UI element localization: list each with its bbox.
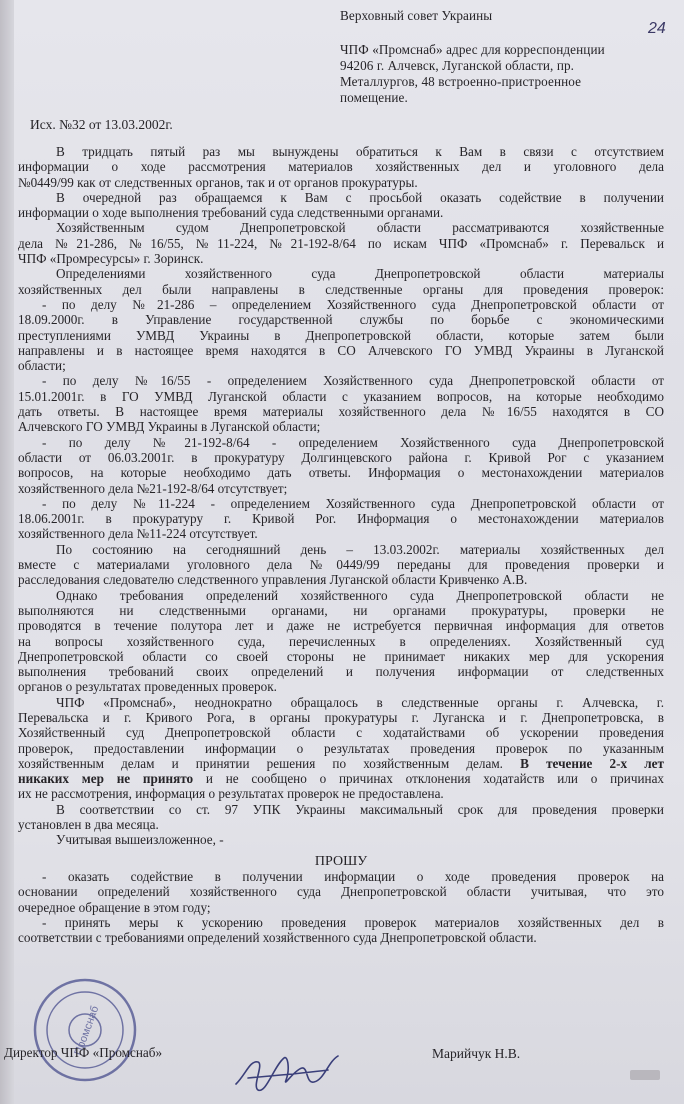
text-line: Днепропетровской области со своей стороны не принимает никаких мер для ускорения [18, 648, 664, 664]
text-line: дать ответы. В настоящее время материалы хозяйственного дела №16/55 находятся в СО [18, 404, 664, 420]
text-line: Определениями хозяйственного суда Днепропетровской области материалы [56, 266, 664, 282]
text-line: По состоянию на сегодняшний день – 13.03.2002г. материалы хозяйственных дел [56, 541, 664, 557]
addressee: Верховный совет Украины [340, 8, 493, 23]
text-line: проводятся в течение полутора лет и даже не истребуется первичная информация для ответов [18, 618, 664, 634]
text-line: информации о ходе рассмотрения материалов хозяйственных дел и уголовного дела [18, 159, 664, 175]
text-line: ЧПФ «Промснаб», неоднократно обращалось в следственные органы г. Алчевска, г. [56, 694, 664, 710]
text-line: - по делу №21-192-8/64 - определением Хозяйственного суда Днепропетровской [42, 434, 664, 450]
text-line: Учитывая вышеизложенное, - [56, 832, 224, 848]
text-line: вопросов, на которые необходимо дать ответы. Информация о местонахождении материалов [18, 465, 664, 481]
letter-body [18, 144, 664, 945]
sender-line-4: помещение. [340, 90, 408, 105]
outgoing-reference: Исх. №32 от 13.03.2002г. [30, 117, 173, 132]
text-line: 18.09.2000г. в Управление государственной службы по борьбе с экономическими [18, 312, 664, 328]
text-line: хозяйственного дела №21-192-8/64 отсутствует; [18, 480, 288, 496]
text-line: области; [18, 358, 66, 374]
text-line: их не рассмотрения, информация о результатах проверок не предоставлена. [18, 786, 444, 802]
text-fragment: и не сообщено о причинах отклонения ходатайств или о причинах [205, 771, 664, 787]
text-line: направлены и в настоящее время находятся в СО Алчевского ГО УМВД Украины в Луганской [18, 342, 664, 358]
director-label: Директор ЧПФ «Промснаб» [4, 1045, 163, 1060]
text-line: выполнения требований своих определений и получения информации от следственных [18, 664, 664, 680]
text-line: ЧПФ «Промресурсы» г. Зоринск. [18, 251, 204, 267]
text-line [18, 771, 664, 786]
page-number: 24 [648, 20, 666, 37]
text-line [18, 756, 664, 771]
bold-phrase: В течение 2-х лет [520, 755, 664, 771]
text-line: - принять меры к ускорению проведения проверок материалов хозяйственных дел в [42, 914, 664, 930]
seal-text: Промснаб [72, 1004, 102, 1058]
text-line: хозяйственного дела №11-224 отсутствует. [18, 526, 258, 542]
request-heading: ПРОШУ [314, 853, 368, 869]
handwritten-signature [228, 1040, 358, 1100]
sender-line-2: 94206 г. Алчевск, Луганской области, пр. [340, 58, 575, 73]
text-line: очередное обращение в этом году; [18, 899, 211, 915]
text-line: - по делу №16/55 - определением Хозяйственного суда Днепропетровской области от [42, 373, 664, 389]
text-line: - оказать содействие в получении информации о ходе проведения проверок на [42, 868, 664, 884]
text-line: на вопросы хозяйственного суда, перечисленных в определениях. Хозяйственный суд [18, 633, 664, 649]
paper-clip-mark [630, 1070, 660, 1080]
bold-phrase-2: никаких мер не принято [18, 771, 194, 787]
text-line: 18.06.2001г. в прокуратуру г. Кривой Рог. Информация о местонахождении материалов [18, 511, 664, 527]
signatory-name: Марийчук Н.В. [432, 1046, 521, 1061]
sender-line-3: Металлургов, 48 встроенно-пристроенное [340, 74, 582, 89]
text-line: расследования следователю следственного управления Луганской области Кривченко А.В. [18, 572, 528, 588]
text-line: основании определений хозяйственного суда Днепропетровской области учитывая, что это [18, 884, 664, 900]
text-line: Однако требования определений хозяйственного суда Днепропетровской области не [56, 587, 664, 603]
text-line: информации о ходе выполнения требований суда следственными органами. [18, 205, 444, 221]
text-line: вместе с материалами уголовного дела №0449/99 переданы для проведения проверки и [18, 557, 664, 573]
text-line: выполняются ни следственными органами, ни органами прокуратуры, проверки не [18, 602, 664, 618]
text-line: области от 06.03.2001г. в прокуратуру Долгинцевского района г. Кривой Рог с указанием [18, 449, 664, 465]
text-line: - по делу №11-224 - определением Хозяйственного суда Днепропетровской области от [42, 495, 664, 511]
text-line: установлен в два месяца. [18, 817, 159, 833]
text-line: В очередной раз обращаемся к Вам с просьбой оказать содействие в получении [56, 189, 664, 205]
text-line: 15.01.2001г. в ГО УМВД Луганской области с указанием вопросов, на которые необходимо [18, 388, 664, 404]
text-line: хозяйственных дел были направлены в следственные органы для проведения проверок: [18, 281, 664, 297]
text-line: соответствии с требованиями определений хозяйственного суда Днепропетровской области. [18, 930, 537, 946]
text-line: В соответствии со ст. 97 УПК Украины максимальный срок для проведения проверки [56, 801, 664, 817]
text-line: Алчевского ГО УМВД Украины в Луганской области; [18, 419, 321, 435]
page-edge-shadow [0, 0, 14, 1104]
company-seal [30, 975, 140, 1085]
text-fragment: хозяйственным делам и принятии решения по хозяйственным делам. [18, 755, 503, 771]
text-line: дела №21-286, №16/55, №11-224, №21-192-8/64 по искам ЧПФ «Промснаб» г. Перевальск и [18, 235, 664, 251]
text-line: - по делу №21-286 – определением Хозяйственного суда Днепропетровской области от [42, 296, 664, 312]
text-line: Хозяйственный суд Днепропетровской области с ходатайствами об ускорении проведения [18, 725, 664, 741]
text-line: проверок, предоставлении информации о результатах проведения проверок по указанным [18, 740, 664, 756]
sender-line-1: ЧПФ «Промснаб» адрес для корреспонденции [340, 42, 605, 57]
text-line: Перевальска и г. Кривого Рога, в органы прокуратуры г. Луганска и г. Днепропетровска, в [18, 709, 664, 725]
text-line: В тридцать пятый раз мы вынуждены обратиться к Вам в связи с отсутствием [56, 144, 664, 159]
text-line: №0449/99 как от следственных органов, так и от органов прокуратуры. [18, 174, 418, 190]
text-line: органов о результатах проведенных проверок. [18, 679, 277, 695]
text-line: преступлениями УМВД Украины в Днепропетровской области, которые затем были [18, 327, 664, 343]
text-line: Хозяйственным судом Днепропетровской области рассматриваются хозяйственные [56, 220, 664, 236]
